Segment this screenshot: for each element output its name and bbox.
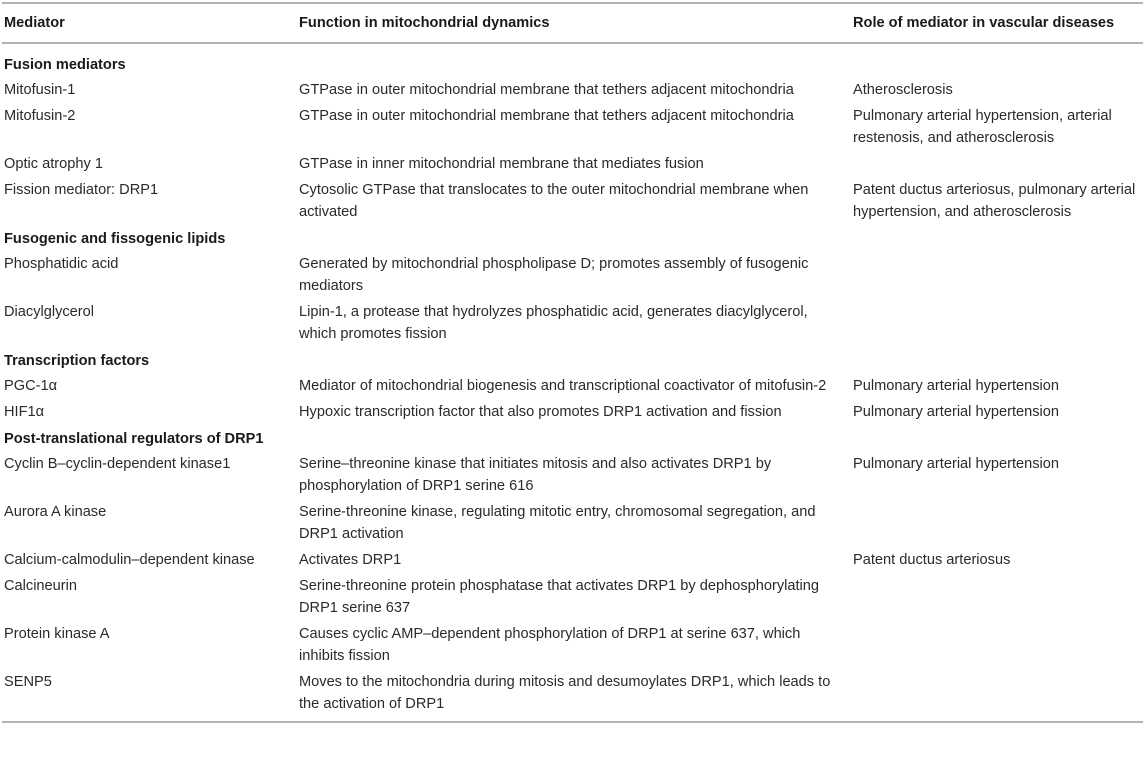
cell-role: Patent ductus arteriosus [853,552,1011,568]
cell-mediator: Fission mediator: DRP1 [4,182,159,198]
cell-role [851,151,1143,177]
header-row [2,3,1143,43]
mediators-table [2,2,1143,723]
section-heading-row [2,43,1143,77]
table-row [2,299,1143,347]
cell-function: Cytosolic GTPase that translocates to the outer mitochondrial membrane when activated [299,182,809,220]
table-row [2,669,1143,722]
cell-role: Patent ductus arteriosus, pulmonary arterial hypertension, and atherosclerosis [853,182,1136,220]
cell-mediator: Diacylglycerol [4,304,95,320]
cell-mediator: Optic atrophy 1 [4,156,103,172]
cell-function: GTPase in inner mitochondrial membrane that mediates fusion [299,156,704,172]
cell-role: Pulmonary arterial hypertension, arterial restenosis, and atherosclerosis [853,108,1112,146]
header-function: Function in mitochondrial dynamics [297,3,851,43]
cell-function: Causes cyclic AMP–dependent phosphorylation of DRP1 at serine 637, which inhibits fission [299,626,801,664]
table-row [2,103,1143,151]
cell-role [851,251,1143,299]
cell-function: Hypoxic transcription factor that also promotes DRP1 activation and fission [299,404,782,420]
table-row [2,77,1143,103]
cell-role [851,669,1143,722]
cell-function: Activates DRP1 [299,552,402,568]
cell-function: GTPase in outer mitochondrial membrane that tethers adjacent mitochondria [299,82,794,98]
cell-function: Mediator of mitochondrial biogenesis and transcriptional coactivator of mitofusin-2 [299,378,827,394]
section-title: Fusogenic and fissogenic lipids [4,231,226,247]
table-row [2,499,1143,547]
cell-function: Moves to the mitochondria during mitosis and desumoylates DRP1, which leads to the activation of DRP1 [299,674,831,712]
cell-role: Pulmonary arterial hypertension [853,456,1060,472]
table-row [2,373,1143,399]
cell-mediator: PGC-1α [4,378,58,394]
section-heading-row [2,347,1143,373]
section-title: Post-translational regulators of DRP1 [4,431,264,447]
section-heading-row [2,425,1143,451]
cell-function: Lipin-1, a protease that hydrolyzes phosphatidic acid, generates diacylglycerol, which promotes fission [299,304,808,342]
cell-mediator: Mitofusin-2 [4,108,76,124]
table-header [2,3,1143,43]
cell-role [851,499,1143,547]
cell-function: Serine–threonine kinase that initiates mitosis and also activates DRP1 by phosphorylation of DRP1 serine 616 [299,456,772,494]
header-role: Role of mediator in vascular diseases [851,3,1143,43]
table-row [2,573,1143,621]
table-row [2,251,1143,299]
cell-mediator: Cyclin B–cyclin-dependent kinase1 [4,456,231,472]
cell-mediator: Calcineurin [4,578,78,594]
cell-mediator: SENP5 [4,674,52,690]
table-row [2,451,1143,499]
cell-mediator: Calcium-calmodulin–dependent kinase [4,552,255,568]
cell-role: Pulmonary arterial hypertension [853,378,1060,394]
section-title: Transcription factors [4,353,150,369]
table-row [2,399,1143,425]
header-mediator: Mediator [2,3,297,43]
cell-mediator: Protein kinase A [4,626,110,642]
table-row [2,547,1143,573]
cell-function: GTPase in outer mitochondrial membrane that tethers adjacent mitochondria [299,108,794,124]
cell-role [851,621,1143,669]
table-row [2,177,1143,225]
section-heading-row [2,225,1143,251]
cell-function: Serine-threonine kinase, regulating mitotic entry, chromosomal segregation, and DRP1 activation [299,504,816,542]
cell-mediator: HIF1α [4,404,45,420]
section-title: Fusion mediators [4,57,126,73]
cell-function: Serine-threonine protein phosphatase that activates DRP1 by dephosphorylating DRP1 serine 637 [299,578,820,616]
table-row [2,621,1143,669]
cell-role [851,573,1143,621]
cell-role: Pulmonary arterial hypertension [853,404,1060,420]
cell-role: Atherosclerosis [853,82,953,98]
table-row [2,151,1143,177]
cell-function: Generated by mitochondrial phospholipase D; promotes assembly of fusogenic mediators [299,256,809,294]
cell-mediator: Mitofusin-1 [4,82,76,98]
cell-mediator: Phosphatidic acid [4,256,119,272]
cell-mediator: Aurora A kinase [4,504,107,520]
table-body [2,43,1143,722]
cell-role [851,299,1143,347]
mediators-table-container [2,2,1143,723]
